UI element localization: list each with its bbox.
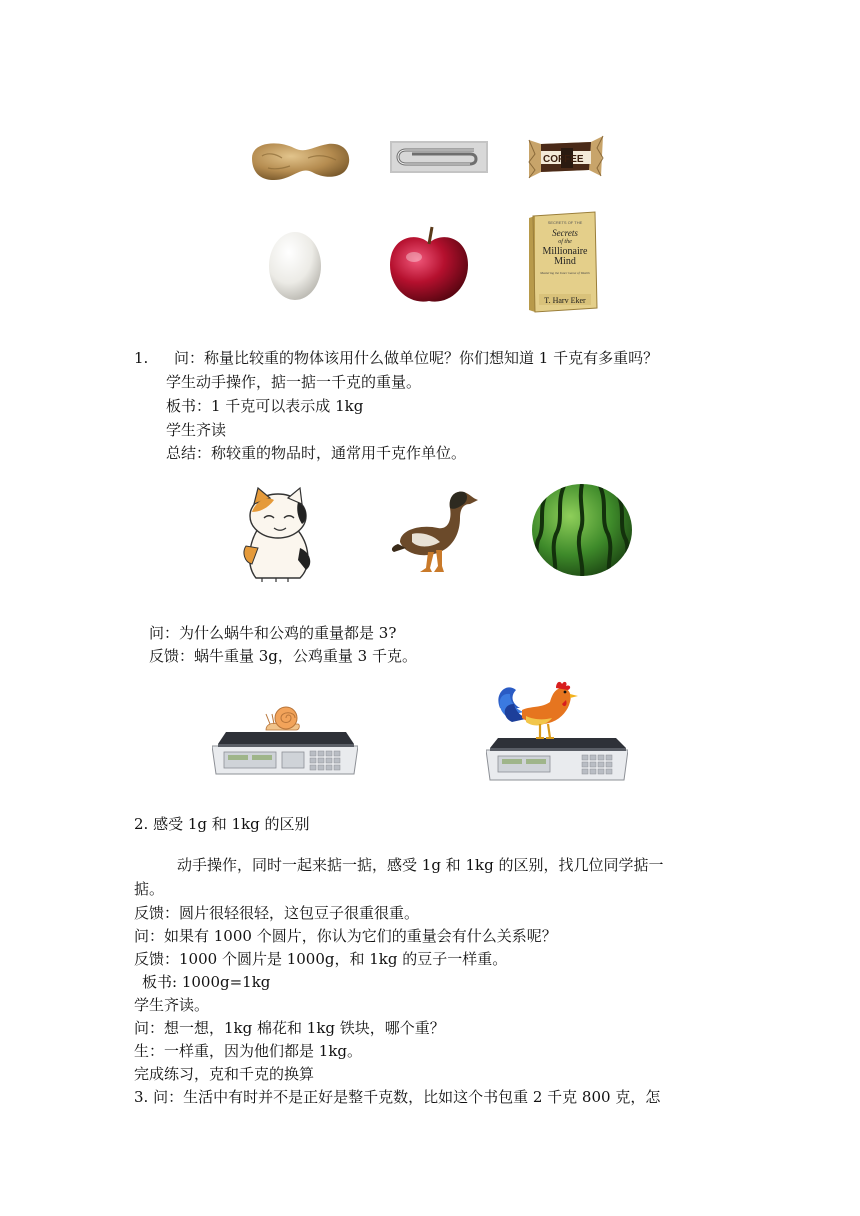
book-image: [527, 210, 601, 314]
scale-with-rooster-image: [486, 678, 628, 782]
book-small-header: SECRETS OF THE: [547, 220, 583, 225]
duck-image: [390, 486, 480, 576]
book-title-line-1: Secrets: [552, 228, 578, 238]
section1-activity: 学生动手操作，掂一掂一千克的重量。: [166, 373, 422, 391]
scale-with-snail-image: [212, 702, 358, 778]
section1-number: 1.: [134, 349, 149, 367]
book-title-line-2: of the: [558, 239, 572, 245]
snail-rooster-feedback: 反馈：蜗牛重量 3g，公鸡重量 3 千克。: [149, 647, 417, 665]
paper-clip-image: [390, 141, 488, 173]
book-subtitle: Mastering the Inner Game of Wealth: [540, 271, 590, 275]
candy-wrapper-text: COFFEE: [543, 154, 584, 165]
section1-read-aloud: 学生齐读: [166, 421, 227, 439]
book-title-line-3: Millionaire: [542, 246, 588, 257]
section2-board: 板书: 1000g=1kg: [142, 973, 271, 991]
cat-image: [238, 486, 322, 584]
section1-summary: 总结：称较重的物品时，通常用千克作单位。: [166, 444, 467, 462]
watermelon-image: [530, 482, 634, 578]
apple-image: [386, 223, 472, 307]
section1-question: 问：称量比较重的物体该用什么做单位呢？你们想知道 1 千克有多重吗？: [174, 349, 659, 367]
section2-heading: 2. 感受 1g 和 1kg 的区别: [134, 815, 310, 833]
section2-feedback1: 反馈：圆片很轻很轻，这包豆子很重很重。: [134, 904, 420, 922]
section1-board: 板书：1 千克可以表示成 1kg: [166, 397, 364, 415]
section2-read-aloud: 学生齐读。: [134, 996, 210, 1014]
section2-exercise: 完成练习，克和千克的换算: [134, 1065, 315, 1083]
book-title-line-4: Mind: [554, 256, 576, 267]
candy-bar-image: [527, 134, 605, 180]
section2-student-answer: 生：一样重，因为他们都是 1kg。: [134, 1042, 363, 1060]
section2-activity-line1: 动手操作，同时一起来掂一掂，感受 1g 和 1kg 的区别，找几位同学掂一: [177, 856, 664, 874]
egg-image: [266, 226, 324, 302]
section2-question: 问：如果有 1000 个圆片，你认为它们的重量会有什么关系呢？: [134, 927, 557, 945]
section3-question: 3. 问：生活中有时并不是正好是整千克数，比如这个书包重 2 千克 800 克，怎: [134, 1088, 661, 1106]
peanut-image: [248, 136, 352, 184]
section2-feedback2: 反馈：1000 个圆片是 1000g，和 1kg 的豆子一样重。: [134, 950, 508, 968]
book-author: T. Harv Eker: [544, 296, 586, 305]
section2-question2: 问：想一想，1kg 棉花和 1kg 铁块，哪个重？: [134, 1019, 445, 1037]
snail-rooster-question: 问：为什么蜗牛和公鸡的重量都是 3?: [149, 624, 397, 642]
section2-activity-line2: 掂。: [134, 880, 165, 898]
